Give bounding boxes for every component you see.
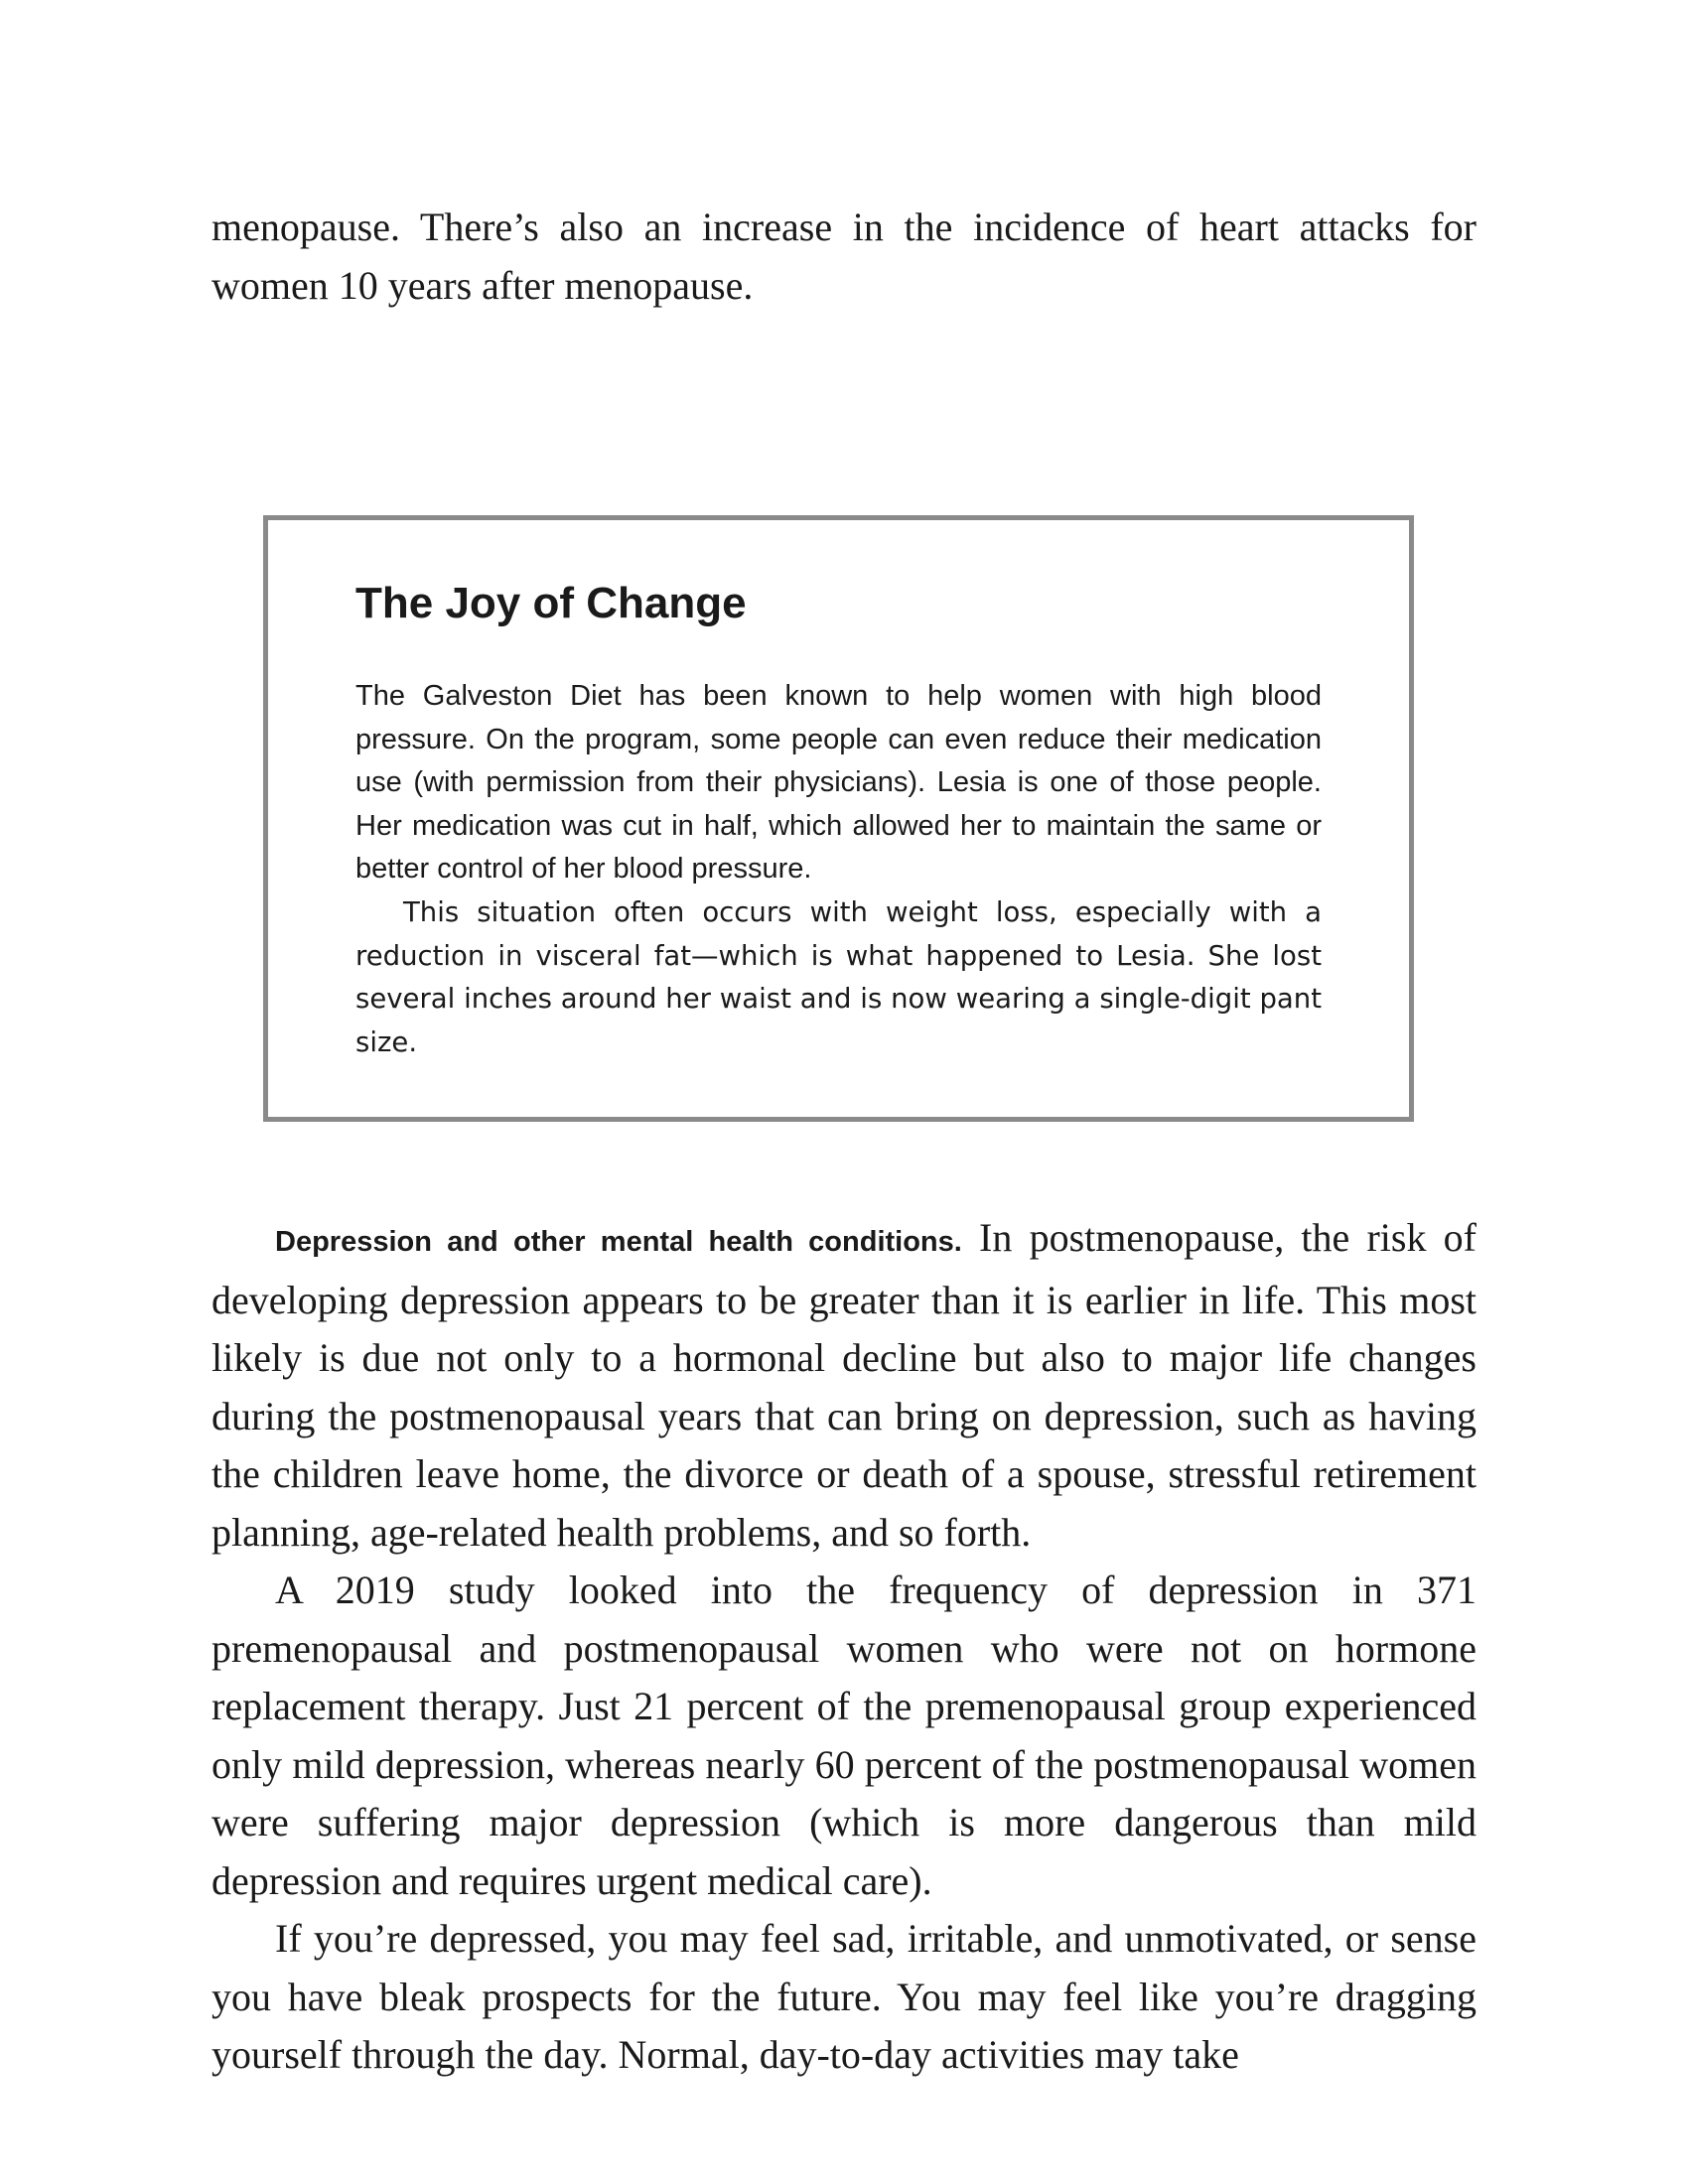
section-run-in-heading: Depression and other mental health conditions. — [275, 1226, 962, 1258]
section-paragraph-3: If you’re depressed, you may feel sad, irritable, and unmotivated, or sense you have bleak prospects for the future. You may feel like you’re dragging yourself through the day. Normal, day-to-day activities may take — [211, 1916, 1477, 2077]
book-page — [211, 199, 1477, 2085]
sidebar-paragraph-1: The Galveston Diet has been known to help women with high blood pressure. On the program, some people can even reduce their medication use (with permission from their physicians). Lesia is one of those people. Her medication was cut in half, which allowed her to maintain the same or better control of her blood pressure. — [355, 680, 1322, 886]
sidebar-box — [263, 515, 1414, 1122]
continued-paragraph: menopause. There’s also an increase in the incidence of heart attacks for women 10 years after menopause. — [211, 205, 1477, 308]
section-paragraph-1 — [211, 1209, 1477, 1562]
sidebar-title: The Joy of Change — [355, 579, 747, 627]
section-paragraph-2: A 2019 study looked into the frequency of depression in 371 premenopausal and postmenopausal women who were not on hormone replacement therapy. Just 21 percent of the premenopausal group experienced only mild depression, whereas nearly 60 percent of the postmenopausal women were suffering major depression (which is more dangerous than mild depression and requires urgent medical care). — [211, 1568, 1477, 1903]
section-paragraph-1-body: In postmenopause, the risk of developing depression appears to be greater than it is earlier in life. This most likely is due not only to a hormonal decline but also to major life changes during the postmenopausal years that can bring on depression, such as having the children leave home, the divorce or death of a spouse, stressful retirement planning, age-related health problems, and so forth. — [211, 1215, 1477, 1555]
sidebar-paragraph-2: This situation often occurs with weight loss, especially with a reduction in visceral fat—which is what happened to Lesia. She lost several inches around her waist and is now wearing a single-digit pant size. — [355, 895, 1322, 1058]
depression-section — [211, 1209, 1477, 2085]
